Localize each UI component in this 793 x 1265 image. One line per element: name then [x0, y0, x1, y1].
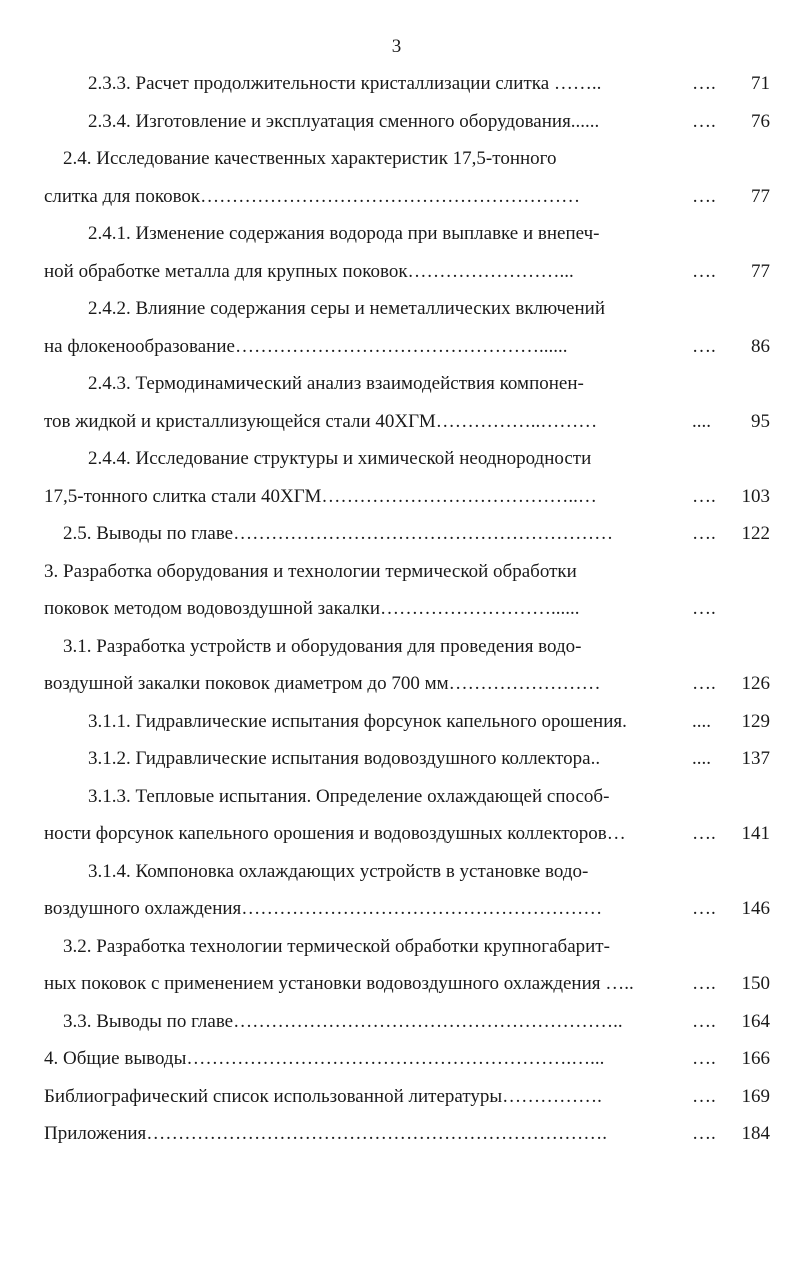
toc-entry-text: воздушной закалки поковок диаметром до 700 мм……………………	[44, 673, 601, 694]
toc-entry-text: слитка для поковок……………………………………………………	[44, 185, 581, 207]
toc-leader: ….	[692, 260, 716, 282]
toc-leader: ….	[692, 823, 716, 844]
toc-entry-text: 2.3.3. Расчет продолжительности кристаллизации слитка ……..	[88, 73, 602, 94]
toc-entry-text: 2.5. Выводы по главе……………………………………………………	[63, 523, 614, 544]
toc-leader: ....	[692, 410, 711, 432]
toc-page-number: 86	[751, 335, 770, 357]
toc-entry-text: Библиографический список использованной литературы…………….	[44, 1085, 602, 1107]
toc-page-number: 146	[741, 898, 770, 919]
toc-entry-text: 3.3. Выводы по главе……………………………………………………..	[63, 1010, 623, 1032]
toc-entry-text: ности форсунок капельного орошения и водовоздушных коллекторов…	[44, 823, 626, 844]
toc-entry-text: 3.1.4. Компоновка охлаждающих устройств в установке водо-	[88, 860, 589, 882]
toc-entry-text: 3.1.3. Тепловые испытания. Определение охлаждающей способ-	[88, 785, 610, 807]
toc-entry-text: 2.4.4. Исследование структуры и химической неоднородности	[88, 448, 592, 469]
toc-entry-text: на флокенообразование…………………………………………......	[44, 335, 568, 357]
toc-leader: ….	[692, 185, 716, 207]
toc-entry-text: 3.2. Разработка технологии термической обработки крупногабарит-	[63, 935, 610, 957]
toc-page-number: 103	[741, 485, 770, 507]
toc-page-number: 164	[741, 1010, 770, 1032]
toc-leader: ….	[692, 1085, 716, 1107]
toc-entry-text: тов жидкой и кристаллизующейся стали 40ХГМ……………..………	[44, 410, 598, 432]
toc-page-number: 126	[741, 673, 770, 694]
toc-leader: ….	[692, 485, 716, 507]
toc-entry-text: поковок методом водовоздушной закалки………………………......	[44, 598, 580, 619]
toc-page-number: 141	[741, 823, 770, 844]
toc-entry-text: 3. Разработка оборудования и технологии термической обработки	[44, 560, 577, 582]
toc-leader: ….	[692, 973, 716, 994]
toc-entry-text: 4. Общие выводы…………………………………………………….…...	[44, 1048, 605, 1069]
toc-page-number: 169	[741, 1085, 770, 1107]
toc-leader: ....	[692, 710, 711, 732]
toc-page-number: 71	[751, 73, 770, 94]
toc-entry-text: воздушного охлаждения…………………………………………………	[44, 898, 603, 919]
toc-page-number: 95	[751, 410, 770, 432]
toc-page-number: 184	[741, 1123, 770, 1144]
toc-entry-text: 3.1. Разработка устройств и оборудования для проведения водо-	[63, 635, 582, 657]
toc-leader: ….	[692, 1048, 716, 1069]
toc-page-number: 137	[741, 748, 770, 769]
toc-entry-text: ных поковок с применением установки водовоздушного охлаждения …..	[44, 973, 634, 994]
toc-page-number: 166	[741, 1048, 770, 1069]
toc-leader: ….	[692, 110, 716, 132]
toc-page-number: 129	[741, 710, 770, 732]
toc-entry-text: 2.4.1. Изменение содержания водорода при выплавке и внепеч-	[88, 223, 600, 244]
toc-entry-text: 3.1.2. Гидравлические испытания водовоздушного коллектора..	[88, 748, 601, 769]
toc-leader: ....	[692, 748, 711, 769]
toc-entry-text: 2.4.2. Влияние содержания серы и неметаллических включений	[88, 298, 605, 319]
page-number: 3	[391, 36, 402, 57]
toc-leader: ….	[692, 598, 716, 619]
toc-entry-text: 17,5-тонного слитка стали 40ХГМ…………………………………..…	[44, 485, 597, 507]
toc-leader: ….	[692, 1010, 716, 1032]
toc-entry-text: Приложения……………………………………………………………….	[44, 1123, 608, 1144]
toc-entry-text: 3.1.1. Гидравлические испытания форсунок капельного орошения.	[88, 710, 627, 732]
toc-page-number: 77	[751, 185, 770, 207]
toc-page-number: 76	[751, 110, 770, 132]
toc-entry-text: ной обработке металла для крупных поковок……………………...	[44, 260, 574, 282]
toc-entry-text: 2.4. Исследование качественных характеристик 17,5-тонного	[63, 148, 557, 169]
toc-leader: ….	[692, 1123, 716, 1144]
toc-page-number: 150	[741, 973, 770, 994]
toc-leader: ….	[692, 335, 716, 357]
toc-entry-text: 2.3.4. Изготовление и эксплуатация сменного оборудования......	[88, 110, 600, 132]
toc-leader: ….	[692, 73, 716, 94]
toc-page-number: 77	[751, 260, 770, 282]
toc-leader: ….	[692, 523, 716, 544]
toc-leader: ….	[692, 898, 716, 919]
toc-leader: ….	[692, 673, 716, 694]
toc-entry-text: 2.4.3. Термодинамический анализ взаимодействия компонен-	[88, 373, 584, 394]
toc-page-number: 122	[741, 523, 770, 544]
